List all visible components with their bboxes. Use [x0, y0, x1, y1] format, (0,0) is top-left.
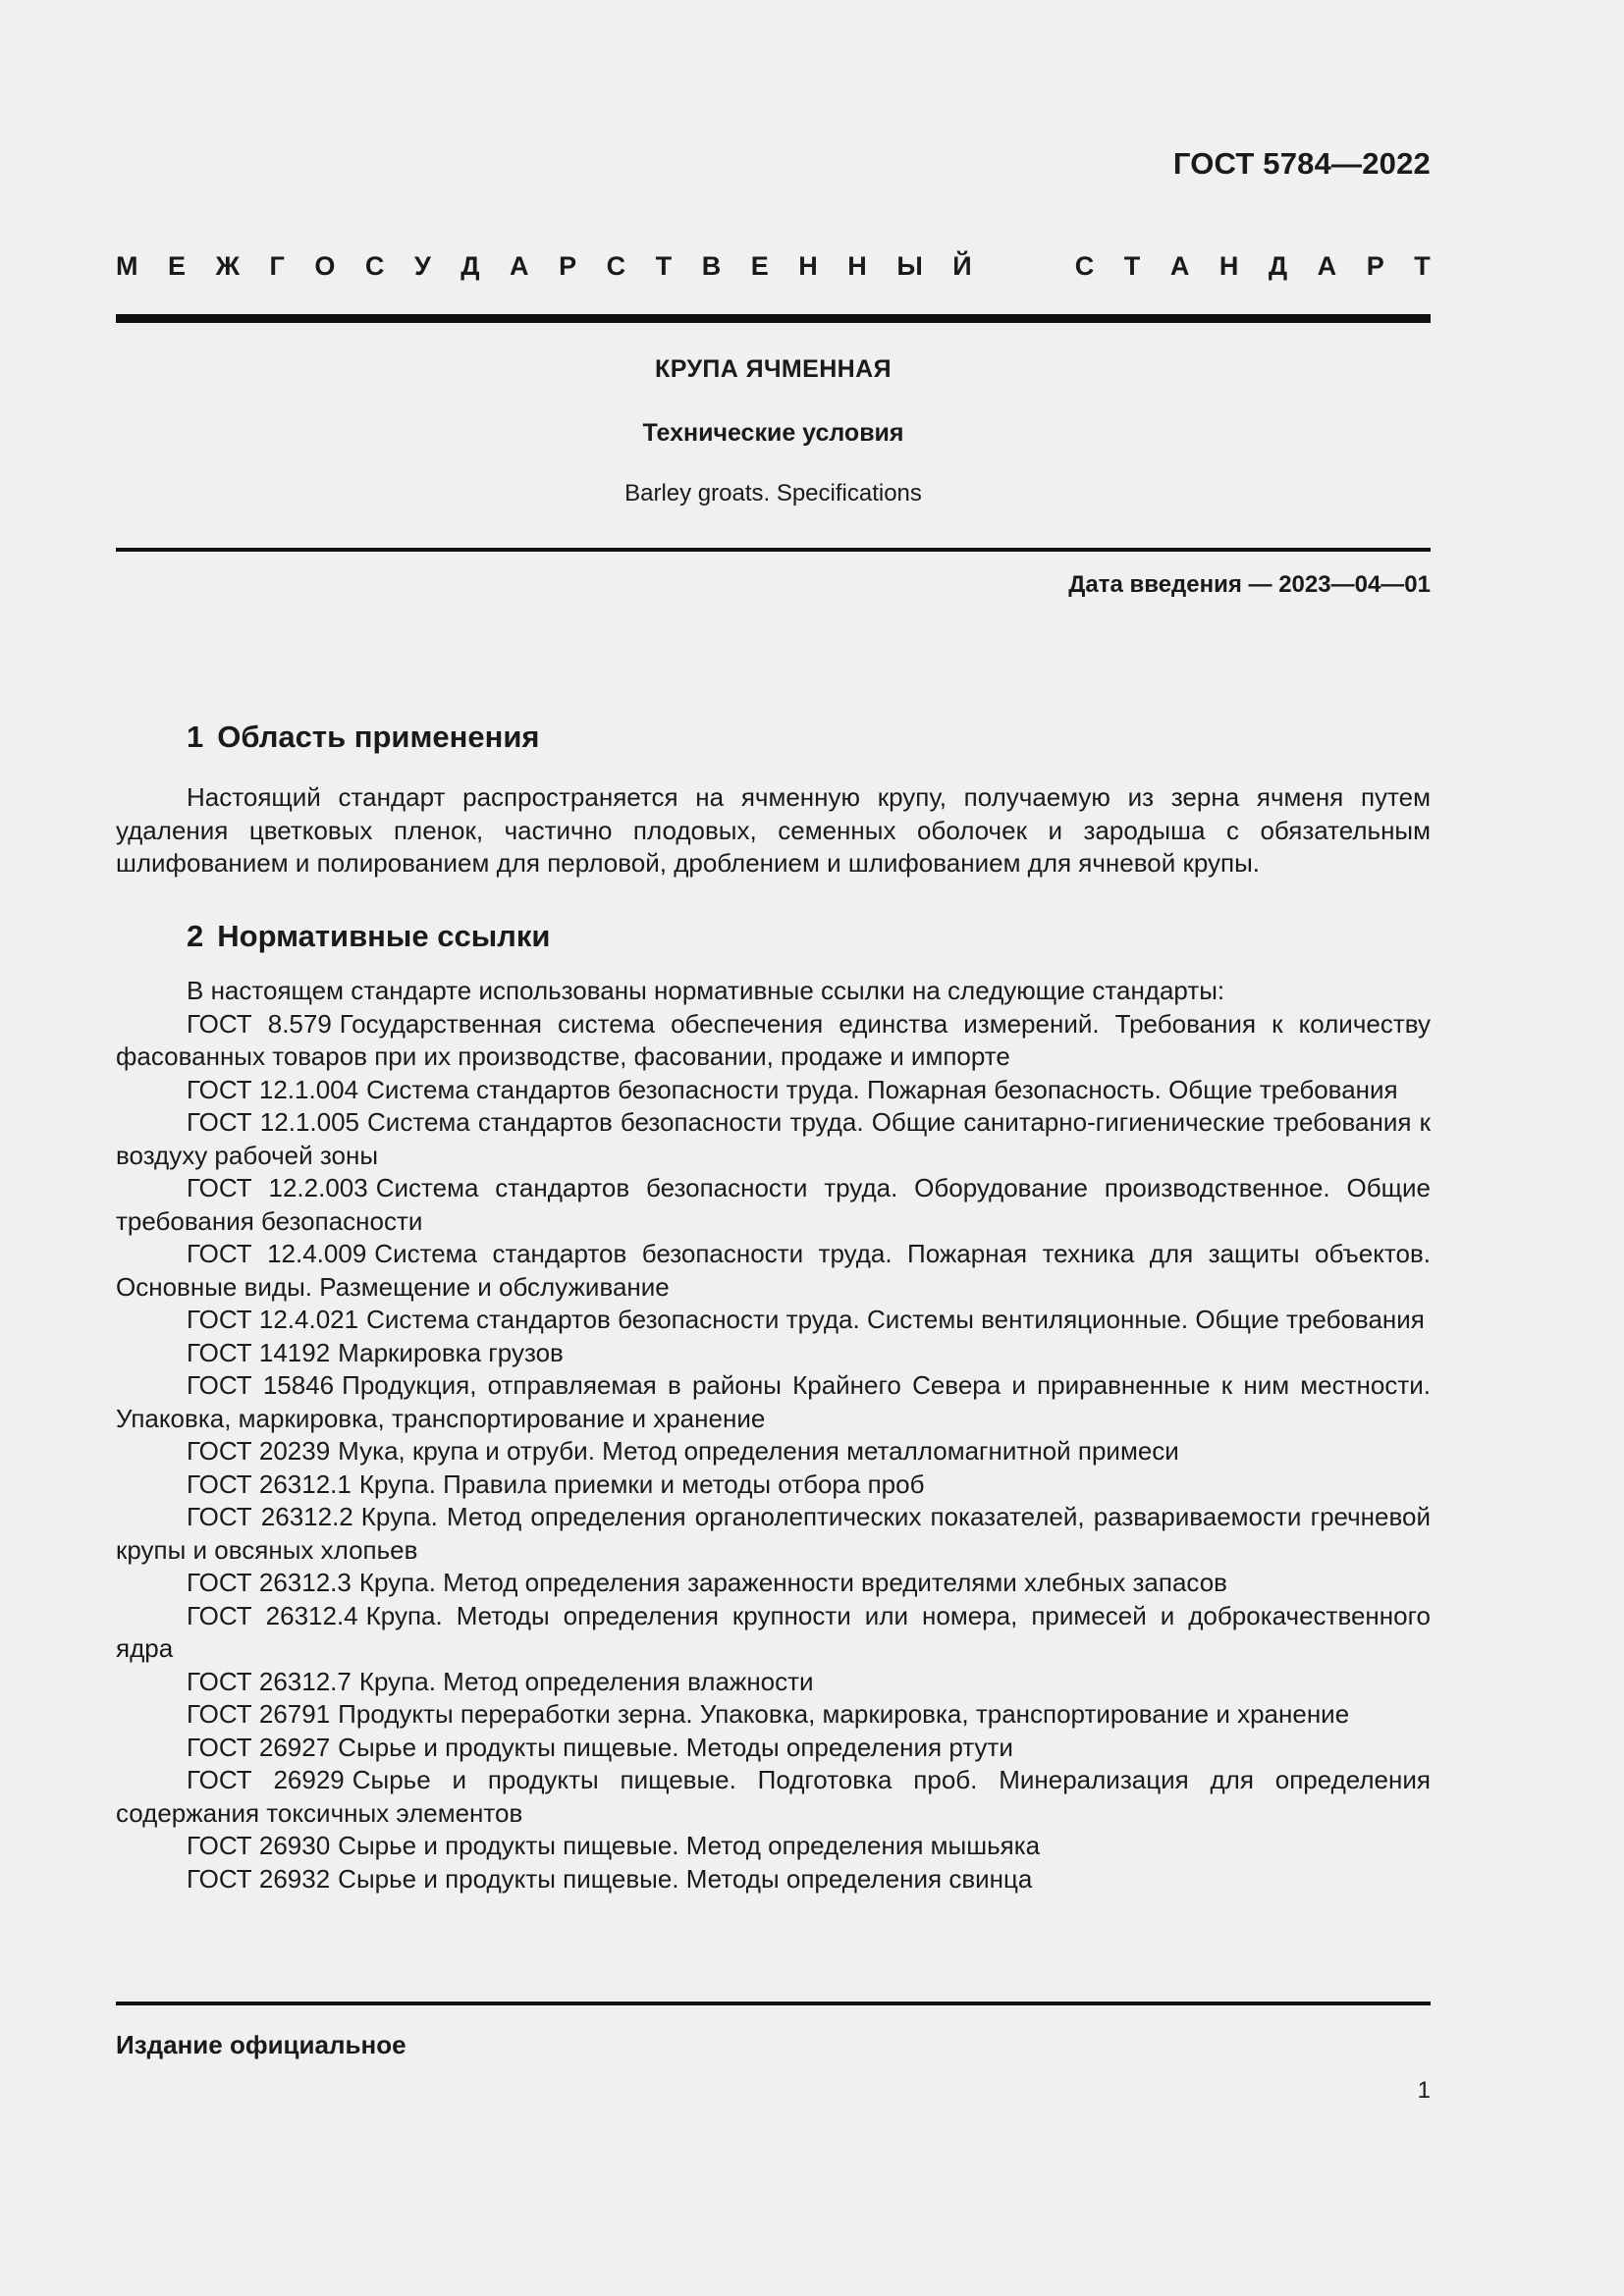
reference-code: ГОСТ 26932	[187, 1863, 331, 1894]
reference-title: Крупа. Методы определения крупности или номера, примесей и доброкачественного ядра	[116, 1600, 1431, 1663]
reference-code: ГОСТ 12.4.021	[187, 1305, 359, 1334]
reference-item	[116, 1830, 1431, 1863]
section-1-number: 1	[187, 720, 204, 754]
heading-letter: Т	[1414, 251, 1431, 281]
reference-title: Продукты переработки зерна. Упаковка, маркировка, транспортирование и хранение	[338, 1699, 1350, 1729]
title-divider	[116, 548, 1431, 552]
heading-letter: О	[314, 251, 336, 281]
heading-letter: М	[116, 251, 138, 281]
heading-letter: С	[606, 251, 626, 281]
reference-item	[116, 1369, 1431, 1435]
reference-title: Система стандартов безопасности труда. Оборудование производственное. Общие требования безопасности	[116, 1173, 1431, 1236]
reference-code: ГОСТ 26791	[187, 1699, 331, 1729]
reference-item	[116, 1501, 1431, 1567]
reference-title: Мука, крупа и отруби. Метод определения металломагнитной примеси	[338, 1436, 1179, 1466]
reference-item	[116, 1732, 1431, 1765]
reference-title: Сырье и продукты пищевые. Подготовка проб. Минерализация для определения содержания токсичных элементов	[116, 1765, 1431, 1828]
reference-code: ГОСТ 26312.1	[187, 1468, 352, 1499]
heading-letter: А	[1169, 251, 1190, 281]
reference-title: Крупа. Метод определения влажности	[358, 1666, 814, 1696]
reference-item	[116, 1337, 1431, 1370]
page-number: 1	[1417, 2077, 1431, 2104]
heading-letter: Н	[798, 251, 818, 281]
section-1-title: Область применения	[217, 720, 540, 754]
document-subtitle: Технические условия	[642, 419, 904, 447]
reference-item	[116, 1106, 1431, 1172]
heading-letter: Ы	[896, 251, 923, 281]
heading-letter: Ж	[215, 251, 240, 281]
section-2-title: Нормативные ссылки	[217, 919, 551, 953]
reference-item	[116, 1008, 1431, 1074]
reference-code: ГОСТ 26312.7	[187, 1666, 352, 1696]
reference-item	[116, 1172, 1431, 1238]
heading-letter: А	[1317, 251, 1337, 281]
heading-letter: Е	[168, 251, 187, 281]
reference-code: ГОСТ 20239	[187, 1436, 331, 1466]
reference-item	[116, 1600, 1431, 1666]
reference-title: Сырье и продукты пищевые. Методы определения свинца	[338, 1863, 1033, 1894]
reference-code: ГОСТ 26312.4	[187, 1600, 358, 1630]
reference-code: ГОСТ 12.1.005	[187, 1107, 360, 1137]
reference-item	[116, 1238, 1431, 1304]
section-2-number: 2	[187, 919, 204, 953]
reference-code: ГОСТ 15846	[187, 1370, 335, 1400]
heading-letter: Е	[750, 251, 769, 281]
reference-item	[116, 1567, 1431, 1600]
reference-title: Сырье и продукты пищевые. Методы определения ртути	[338, 1732, 1013, 1762]
heading-letter: Н	[1218, 251, 1239, 281]
heading-letter: Р	[1366, 251, 1384, 281]
reference-item	[116, 1698, 1431, 1732]
reference-title: Продукция, отправляемая в районы Крайнего Севера и приравненные к ним местности. Упаковка, маркировка, транспортирование и хранение	[116, 1370, 1431, 1433]
reference-title: Система стандартов безопасности труда. Пожарная безопасность. Общие требования	[366, 1074, 1398, 1104]
reference-item	[116, 1435, 1431, 1468]
reference-code: ГОСТ 26312.2	[187, 1502, 353, 1531]
reference-title: Крупа. Метод определения зараженности вредителями хлебных запасов	[358, 1568, 1227, 1597]
heading-letter: Д	[460, 251, 480, 281]
heading-letter: С	[1074, 251, 1095, 281]
heading-letter: В	[701, 251, 722, 281]
reference-item	[116, 1304, 1431, 1337]
reference-title: Маркировка грузов	[338, 1337, 564, 1367]
interstate-standard-heading	[116, 251, 1431, 282]
heading-letter: Н	[847, 251, 867, 281]
heading-letter: Т	[655, 251, 673, 281]
reference-item	[116, 1863, 1431, 1896]
reference-code: ГОСТ 26929	[187, 1765, 345, 1794]
official-edition-label: Издание официальное	[116, 2030, 406, 2059]
reference-title: Крупа. Правила приемки и методы отбора проб	[358, 1468, 925, 1499]
document-title: КРУПА ЯЧМЕННАЯ	[655, 355, 892, 383]
heading-letter: Р	[559, 251, 577, 281]
reference-code: ГОСТ 8.579	[187, 1008, 332, 1039]
reference-code: ГОСТ 12.1.004	[187, 1074, 359, 1104]
reference-code: ГОСТ 12.2.003	[187, 1173, 368, 1202]
heading-letter: А	[510, 251, 529, 281]
normative-references	[116, 975, 1431, 1896]
reference-title: Государственная система обеспечения единства измерений. Требования к количеству фасованных товаров при их производстве, фасовании, продаже и импорте	[116, 1008, 1431, 1071]
section-1-text: Настоящий стандарт распространяется на ячменную крупу, получаемую из зерна ячменя путем удаления цветковых пленок, частично плодовых, семенных оболочек и зародыша с обязательным шлифованием и полированием для перловой, дроблением и шлифованием для ячневой крупы.	[116, 782, 1431, 878]
reference-title: Система стандартов безопасности труда. Пожарная техника для защиты объектов. Основные виды. Размещение и обслуживание	[116, 1239, 1431, 1302]
reference-code: ГОСТ 26312.3	[187, 1568, 352, 1597]
word-gap	[1001, 251, 1045, 282]
section-2-heading	[187, 919, 550, 954]
reference-item	[116, 1468, 1431, 1502]
heading-letter: Д	[1268, 251, 1288, 281]
reference-code: ГОСТ 14192	[187, 1337, 331, 1367]
reference-code: ГОСТ 12.4.009	[187, 1239, 367, 1268]
heading-letter: Г	[269, 251, 285, 281]
heading-letter: Й	[952, 251, 972, 281]
heading-letter: С	[364, 251, 385, 281]
reference-title: Система стандартов безопасности труда. Системы вентиляционные. Общие требования	[366, 1305, 1425, 1334]
section-1-heading	[187, 720, 540, 755]
document-title-english: Barley groats. Specifications	[624, 480, 922, 507]
reference-item	[116, 1666, 1431, 1699]
reference-title: Система стандартов безопасности труда. Общие санитарно-гигиенические требования к воздуху рабочей зоны	[116, 1107, 1431, 1170]
reference-code: ГОСТ 26930	[187, 1831, 331, 1860]
introduction-date: Дата введения — 2023—04—01	[1068, 571, 1431, 598]
document-page	[116, 0, 1431, 2296]
reference-title: Сырье и продукты пищевые. Метод определения мышьяка	[338, 1831, 1041, 1860]
reference-title: Крупа. Метод определения органолептических показателей, развариваемости гречневой крупы и овсяных хлопьев	[116, 1502, 1431, 1565]
footer-divider	[116, 2002, 1431, 2005]
header-divider	[116, 314, 1431, 323]
reference-item	[116, 1074, 1431, 1107]
document-number: ГОСТ 5784—2022	[1172, 146, 1431, 181]
references-intro: В настоящем стандарте использованы нормативные ссылки на следующие стандарты:	[187, 976, 1225, 1005]
reference-code: ГОСТ 26927	[187, 1732, 331, 1762]
heading-letter: У	[413, 251, 431, 281]
reference-item	[116, 1764, 1431, 1830]
reference-list	[116, 1008, 1431, 1896]
heading-letter: Т	[1123, 251, 1141, 281]
